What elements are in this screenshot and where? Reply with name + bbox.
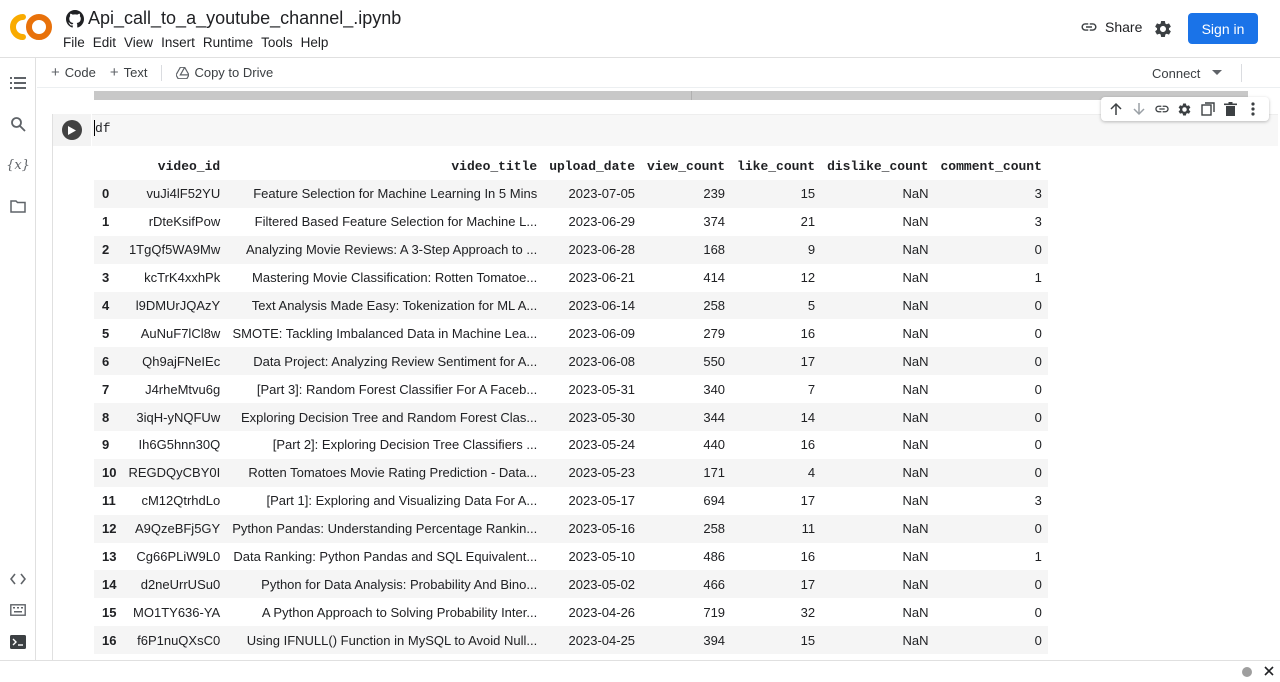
row-index: 5	[102, 325, 110, 341]
cell-comment-count: 0	[934, 403, 1047, 431]
cell-like-count: 17	[731, 347, 821, 375]
menu-bar	[63, 35, 336, 50]
cell-comment-count: 0	[934, 515, 1047, 543]
cell-upload-date: 2023-05-16	[543, 515, 641, 543]
column-header-index	[94, 152, 122, 180]
row-index: 14	[94, 570, 122, 598]
row-index: 0	[94, 180, 122, 208]
drive-icon	[176, 67, 189, 79]
cell-like-count: 17	[731, 570, 821, 598]
cell-view-count: 279	[703, 325, 726, 341]
menu-insert[interactable]: Insert	[161, 35, 195, 50]
colab-logo-icon[interactable]	[10, 12, 52, 42]
table-row	[94, 598, 1048, 626]
cell-video-id: cM12QtrhdLo	[141, 493, 221, 509]
search-icon[interactable]	[9, 115, 27, 133]
cell-video-title: Exploring Decision Tree and Random Forest Clas...	[226, 403, 543, 431]
cell-upload-date: 2023-05-02	[543, 570, 641, 598]
menu-edit[interactable]: Edit	[92, 35, 117, 50]
menu-file[interactable]: File	[63, 35, 85, 50]
plus-icon: +	[51, 64, 60, 81]
cell-view-count: 466	[641, 570, 731, 598]
connect-button[interactable]	[1152, 58, 1222, 88]
cell-video-title: Filtered Based Feature Selection for Machine L...	[254, 214, 538, 230]
code-text: df	[95, 121, 111, 136]
github-icon	[66, 10, 84, 28]
cell-video-title: A Python Approach to Solving Probability Inter...	[261, 604, 538, 620]
code-snippets-icon[interactable]	[9, 570, 27, 588]
terminal-icon[interactable]	[9, 633, 27, 651]
notebook-toolbar	[37, 58, 1280, 88]
table-row	[94, 236, 1048, 264]
left-rail	[0, 58, 36, 660]
cell-view-count: 486	[703, 549, 726, 565]
copy-to-drive-button[interactable]	[176, 65, 273, 80]
table-row	[94, 626, 1048, 654]
row-index: 9	[102, 437, 110, 453]
cell-comment-count: 0	[1034, 325, 1042, 341]
cell-like-count: 16	[800, 437, 816, 453]
row-index: 13	[102, 549, 117, 565]
column-header: upload_date	[549, 158, 636, 174]
gear-icon[interactable]	[1177, 101, 1193, 117]
cell-view-count: 171	[641, 459, 731, 487]
cell-view-count: 394	[641, 626, 731, 654]
cell-video-id: J4rheMtvu6g	[145, 381, 221, 397]
cell-dislike-count: NaN	[902, 604, 929, 620]
mirror-cell-icon[interactable]	[1200, 101, 1216, 117]
link-icon	[1080, 18, 1098, 36]
cell-dislike-count: NaN	[902, 270, 929, 286]
cell-video-id: f6P1nuQXsC0	[122, 626, 226, 654]
cell-comment-count: 1	[1034, 549, 1042, 565]
status-bar	[0, 660, 1280, 682]
column-header: like_count	[737, 158, 816, 174]
cell-like-count: 16	[800, 325, 816, 341]
sign-in-button[interactable]: Sign in	[1188, 13, 1258, 44]
command-palette-icon[interactable]	[9, 601, 27, 619]
cell-comment-count: 0	[934, 347, 1047, 375]
cell-gutter	[53, 114, 91, 146]
cell-like-count: 16	[800, 549, 816, 565]
run-cell-button[interactable]	[62, 120, 82, 140]
table-row	[94, 292, 1048, 320]
cell-view-count: 344	[641, 403, 731, 431]
move-down-icon[interactable]	[1131, 101, 1147, 117]
cell-dislike-count: NaN	[821, 626, 934, 654]
cell-video-title: Python for Data Analysis: Probability And Bino...	[226, 570, 543, 598]
row-index: 3	[102, 270, 110, 286]
toolbar-divider	[1241, 64, 1242, 82]
cell-dislike-count: NaN	[821, 292, 934, 320]
cell-upload-date: 2023-07-05	[543, 180, 641, 208]
column-header: dislike_count	[827, 158, 929, 174]
cell-upload-date: 2023-06-14	[543, 292, 641, 320]
cell-view-count: 258	[641, 292, 731, 320]
cell-upload-date: 2023-06-09	[568, 325, 636, 341]
row-index: 7	[102, 381, 110, 397]
cell-video-id: kcTrK4xxhPk	[144, 270, 221, 286]
table-row	[94, 347, 1048, 375]
table-row	[94, 180, 1048, 208]
cell-dislike-count: NaN	[821, 570, 934, 598]
cell-like-count: 15	[731, 180, 821, 208]
cell-dislike-count: NaN	[821, 180, 934, 208]
cell-upload-date: 2023-05-23	[543, 459, 641, 487]
table-row	[94, 543, 1048, 571]
cell-like-count: 11	[731, 515, 821, 543]
cell-view-count: 258	[641, 515, 731, 543]
cell-view-count: 694	[703, 493, 726, 509]
cell-comment-count: 3	[1034, 214, 1042, 230]
table-row	[94, 431, 1048, 459]
cell-like-count: 7	[807, 381, 816, 397]
table-row	[94, 264, 1048, 292]
row-index: 1	[102, 214, 110, 230]
plus-icon: +	[109, 64, 119, 81]
cell-dislike-count: NaN	[902, 549, 929, 565]
cell-video-id: MO1TY636-YA	[133, 604, 221, 620]
connect-label: Connect	[1152, 65, 1201, 81]
more-vert-icon[interactable]	[1245, 101, 1261, 117]
cell-video-title: Python Pandas: Understanding Percentage Rankin...	[226, 515, 543, 543]
cell-video-title: Data Ranking: Python Pandas and SQL Equivalent...	[233, 549, 538, 565]
share-button[interactable]	[1080, 18, 1142, 36]
dataframe-table	[94, 152, 1048, 654]
copy-to-drive-label: Copy to Drive	[194, 65, 274, 80]
cell-like-count: 5	[731, 292, 821, 320]
code-editor[interactable]	[92, 114, 1278, 146]
cell-comment-count: 0	[1034, 381, 1042, 397]
cell-video-id: d2neUrrUSu0	[122, 570, 226, 598]
cell-video-id: AuNuF7lCl8w	[140, 325, 221, 341]
cell-view-count: 440	[703, 437, 726, 453]
cell-upload-date: 2023-05-10	[568, 549, 636, 565]
cell-comment-count: 0	[934, 236, 1047, 264]
cell-video-title: [Part 3]: Random Forest Classifier For A Faceb...	[256, 381, 538, 397]
cell-dislike-count: NaN	[902, 493, 929, 509]
play-icon	[68, 126, 76, 135]
add-code-label: Code	[64, 65, 96, 80]
cell-dislike-count: NaN	[902, 325, 929, 341]
cell-comment-count: 0	[934, 570, 1047, 598]
cell-dislike-count: NaN	[821, 459, 934, 487]
menu-runtime[interactable]: Runtime	[202, 35, 254, 50]
cell-comment-count: 1	[1034, 270, 1042, 286]
table-row	[94, 570, 1048, 598]
cell-video-title: Analyzing Movie Reviews: A 3-Step Approach to ...	[226, 236, 543, 264]
table-row	[94, 515, 1048, 543]
cell-like-count: 15	[731, 626, 821, 654]
cell-dislike-count: NaN	[821, 347, 934, 375]
files-folder-icon[interactable]	[9, 197, 27, 215]
close-icon[interactable]	[1262, 664, 1276, 678]
cell-like-count: 21	[800, 214, 816, 230]
link-icon[interactable]	[1154, 101, 1170, 117]
row-index: 8	[94, 403, 122, 431]
cell-video-id: 1TgQf5WA9Mw	[122, 236, 226, 264]
cell-comment-count: 0	[1034, 437, 1042, 453]
cell-upload-date: 2023-06-28	[543, 236, 641, 264]
cell-view-count: 168	[641, 236, 731, 264]
cell-upload-date: 2023-05-31	[568, 381, 636, 397]
cell-dislike-count: NaN	[902, 381, 929, 397]
cell-comment-count: 0	[934, 626, 1047, 654]
cell-upload-date: 2023-05-24	[568, 437, 636, 453]
cell-upload-date: 2023-05-30	[543, 403, 641, 431]
cell-dislike-count: NaN	[821, 236, 934, 264]
table-row	[94, 487, 1048, 515]
row-index: 10	[94, 459, 122, 487]
settings-gear-icon[interactable]	[1153, 19, 1173, 39]
cell-video-id: 3iqH-yNQFUw	[122, 403, 226, 431]
toolbar-divider	[161, 65, 162, 81]
cell-comment-count: 0	[934, 459, 1047, 487]
add-text-button[interactable]	[110, 64, 148, 81]
cell-video-id: l9DMUrJQAzY	[122, 292, 226, 320]
chevron-down-icon[interactable]	[1212, 70, 1222, 76]
cell-like-count: 32	[800, 604, 816, 620]
output-scrollbar[interactable]	[94, 91, 1248, 100]
cell-upload-date: 2023-04-25	[543, 626, 641, 654]
cell-view-count: 340	[703, 381, 726, 397]
delete-trash-icon[interactable]	[1223, 101, 1239, 117]
cell-comment-count: 0	[1034, 604, 1042, 620]
add-code-button[interactable]	[51, 64, 96, 81]
cell-video-title: Mastering Movie Classification: Rotten Tomatoe...	[252, 270, 538, 286]
variables-icon[interactable]: {x}	[6, 157, 30, 173]
row-index: 2	[94, 236, 122, 264]
column-header: view_count	[647, 158, 726, 174]
row-index: 4	[94, 292, 122, 320]
cell-toolbar	[1101, 97, 1269, 121]
menu-help[interactable]: Help	[300, 35, 329, 50]
table-row	[94, 403, 1048, 431]
cell-video-id: vuJi4lF52YU	[122, 180, 226, 208]
cell-video-title: Using IFNULL() Function in MySQL to Avoid Null...	[226, 626, 543, 654]
cell-video-id: A9QzeBFj5GY	[122, 515, 226, 543]
table-row	[94, 459, 1048, 487]
app-header	[0, 0, 1280, 58]
table-row	[94, 208, 1048, 236]
cell-comment-count: 3	[1034, 493, 1042, 509]
cell-like-count: 4	[731, 459, 821, 487]
row-index: 12	[94, 515, 122, 543]
table-row	[94, 319, 1048, 347]
cell-upload-date: 2023-06-29	[568, 214, 636, 230]
cell-like-count: 12	[800, 270, 816, 286]
cell-dislike-count: NaN	[902, 214, 929, 230]
cell-video-id: Qh9ajFNeIEc	[122, 347, 226, 375]
cell-like-count: 9	[731, 236, 821, 264]
table-row	[94, 375, 1048, 403]
cell-video-id: Ih6G5hnn30Q	[138, 437, 221, 453]
cell-video-title: Feature Selection for Machine Learning In 5 Mins	[226, 180, 543, 208]
table-header-row	[94, 152, 1048, 180]
notebook-title[interactable]: Api_call_to_a_youtube_channel_.ipynb	[88, 8, 402, 28]
cell-upload-date: 2023-04-26	[568, 604, 636, 620]
cell-dislike-count: NaN	[821, 403, 934, 431]
cell-video-title: [Part 2]: Exploring Decision Tree Classifiers ...	[272, 437, 538, 453]
cell-comment-count: 3	[934, 180, 1047, 208]
column-header: video_title	[451, 158, 538, 174]
cell-video-title: Text Analysis Made Easy: Tokenization for ML A...	[226, 292, 543, 320]
row-index: 15	[102, 604, 117, 620]
add-text-label: Text	[123, 65, 148, 80]
title-row	[66, 8, 401, 29]
cell-upload-date: 2023-06-21	[568, 270, 636, 286]
table-of-contents-icon[interactable]	[9, 74, 27, 92]
row-index: 11	[102, 493, 116, 509]
status-dot-icon	[1242, 667, 1252, 677]
cell-view-count: 414	[703, 270, 726, 286]
share-label: Share	[1105, 19, 1143, 35]
menu-view[interactable]: View	[124, 35, 154, 50]
scrollbar-divider	[691, 91, 692, 100]
cell-comment-count: 0	[934, 292, 1047, 320]
row-index: 6	[94, 347, 122, 375]
move-up-icon[interactable]	[1108, 101, 1124, 117]
row-index: 16	[94, 626, 122, 654]
cell-video-title: [Part 1]: Exploring and Visualizing Data For A...	[266, 493, 538, 509]
cell-upload-date: 2023-05-17	[568, 493, 636, 509]
cell-like-count: 14	[731, 403, 821, 431]
cell-view-count: 550	[641, 347, 731, 375]
cell-view-count: 719	[703, 604, 726, 620]
cell-video-title: Rotten Tomatoes Movie Rating Prediction - Data...	[226, 459, 543, 487]
cell-dislike-count: NaN	[821, 515, 934, 543]
menu-tools[interactable]: Tools	[261, 35, 293, 50]
cell-video-title: Data Project: Analyzing Review Sentiment for A...	[226, 347, 543, 375]
cell-upload-date: 2023-06-08	[543, 347, 641, 375]
cell-video-id: Cg66PLiW9L0	[136, 549, 221, 565]
cell-like-count: 17	[800, 493, 816, 509]
cell-video-title: SMOTE: Tackling Imbalanced Data in Machine Lea...	[232, 325, 538, 341]
cell-dislike-count: NaN	[902, 437, 929, 453]
cell-view-count: 239	[641, 180, 731, 208]
cell-video-id: REGDQyCBY0I	[122, 459, 226, 487]
column-header: comment_count	[940, 158, 1042, 174]
column-header: video_id	[157, 158, 221, 174]
cell-view-count: 374	[703, 214, 726, 230]
cell-video-id: rDteKsifPow	[148, 214, 221, 230]
